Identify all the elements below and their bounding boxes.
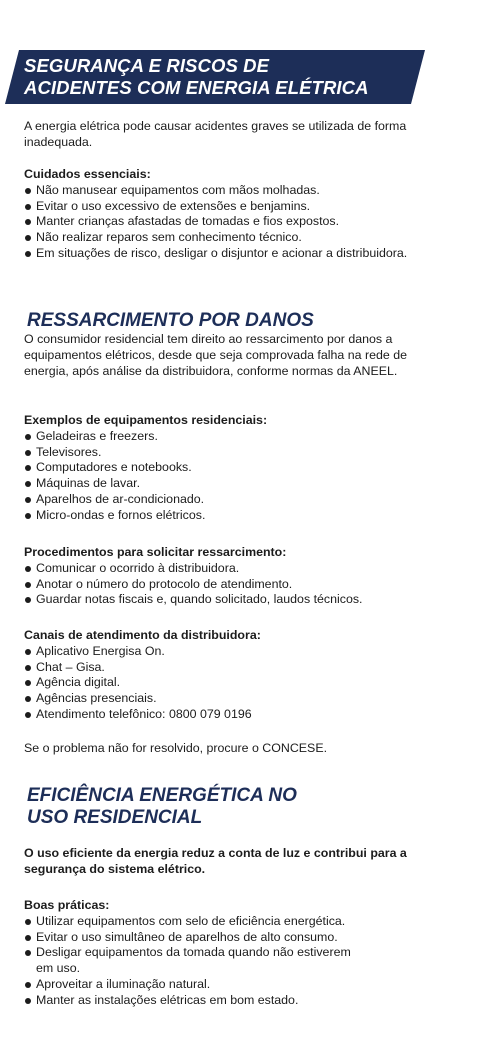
list-item: Não manusear equipamentos com mãos molhadas. bbox=[24, 183, 409, 199]
care-list bbox=[24, 183, 409, 262]
list-item: Aplicativo Energisa On. bbox=[24, 644, 444, 660]
efficiency-title-line-2: USO RESIDENCIAL bbox=[27, 807, 203, 828]
examples-heading: Exemplos de equipamentos residenciais: bbox=[24, 413, 268, 427]
list-item: Desligar equipamentos da tomada quando não estiverem em uso. bbox=[24, 945, 366, 977]
list-item: Agências presenciais. bbox=[24, 691, 444, 707]
list-item: Atendimento telefônico: 0800 079 0196 bbox=[24, 707, 444, 723]
list-item: Computadores e notebooks. bbox=[24, 460, 444, 476]
efficiency-title-line-1: EFICIÊNCIA ENERGÉTICA NO bbox=[27, 785, 297, 806]
refund-procedures-block bbox=[24, 545, 474, 608]
efficiency-section-title bbox=[27, 785, 297, 829]
efficiency-intro-text: O uso eficiente da energia reduz a conta de luz e contribui para a segurança do sistema elétrico. bbox=[24, 846, 407, 876]
care-heading: Cuidados essenciais: bbox=[24, 167, 151, 181]
list-item: Anotar o número do protocolo de atendimento. bbox=[24, 577, 474, 593]
refund-intro-block bbox=[24, 332, 444, 379]
list-item: Comunicar o ocorrido à distribuidora. bbox=[24, 561, 474, 577]
list-item: Agência digital. bbox=[24, 675, 444, 691]
efficiency-intro-block bbox=[24, 846, 449, 878]
channels-heading: Canais de atendimento da distribuidora: bbox=[24, 628, 261, 642]
list-item: Evitar o uso excessivo de extensões e benjamins. bbox=[24, 199, 409, 215]
list-item: Não realizar reparos sem conhecimento técnico. bbox=[24, 230, 409, 246]
procedures-heading: Procedimentos para solicitar ressarcimento: bbox=[24, 545, 287, 559]
list-item: Evitar o uso simultâneo de aparelhos de alto consumo. bbox=[24, 930, 444, 946]
list-item: Em situações de risco, desligar o disjuntor e acionar a distribuidora. bbox=[24, 246, 409, 262]
list-item: Aproveitar a iluminação natural. bbox=[24, 977, 444, 993]
list-item: Utilizar equipamentos com selo de eficiência energética. bbox=[24, 914, 444, 930]
list-item: Máquinas de lavar. bbox=[24, 476, 444, 492]
list-item: Micro-ondas e fornos elétricos. bbox=[24, 508, 444, 524]
concese-note-block bbox=[24, 741, 444, 757]
safety-title-line-2: ACIDENTES COM ENERGIA ELÉTRICA bbox=[24, 77, 369, 98]
safety-title-line-1: SEGURANÇA E RISCOS DE bbox=[24, 55, 270, 76]
safety-care-block bbox=[24, 167, 409, 262]
list-item: Aparelhos de ar-condicionado. bbox=[24, 492, 444, 508]
good-practices-heading: Boas práticas: bbox=[24, 898, 110, 912]
refund-intro-text: O consumidor residencial tem direito ao ressarcimento por danos a equipamentos elétricos, desde que seja comprovada falha na rede de energia, após análise da distribuidora, conforme normas da ANEEL. bbox=[24, 332, 407, 378]
good-practices-block bbox=[24, 898, 444, 1009]
safety-section-title bbox=[24, 55, 369, 99]
channels-list bbox=[24, 644, 444, 723]
list-item: Manter as instalações elétricas em bom estado. bbox=[24, 993, 444, 1009]
service-channels-block bbox=[24, 628, 444, 723]
refund-section-title: RESSARCIMENTO POR DANOS bbox=[27, 310, 314, 331]
list-item: Guardar notas fiscais e, quando solicitado, laudos técnicos. bbox=[24, 592, 474, 608]
good-practices-list bbox=[24, 914, 444, 1009]
concese-note: Se o problema não for resolvido, procure o CONCESE. bbox=[24, 741, 328, 755]
safety-intro-text: A energia elétrica pode causar acidentes graves se utilizada de forma inadequada. bbox=[24, 119, 407, 149]
examples-list bbox=[24, 429, 444, 524]
list-item: Geladeiras e freezers. bbox=[24, 429, 444, 445]
procedures-list bbox=[24, 561, 474, 608]
list-item: Televisores. bbox=[24, 445, 444, 461]
safety-intro-block bbox=[24, 119, 444, 151]
refund-examples-block bbox=[24, 413, 444, 524]
list-item: Chat – Gisa. bbox=[24, 660, 444, 676]
list-item: Manter crianças afastadas de tomadas e fios expostos. bbox=[24, 214, 409, 230]
